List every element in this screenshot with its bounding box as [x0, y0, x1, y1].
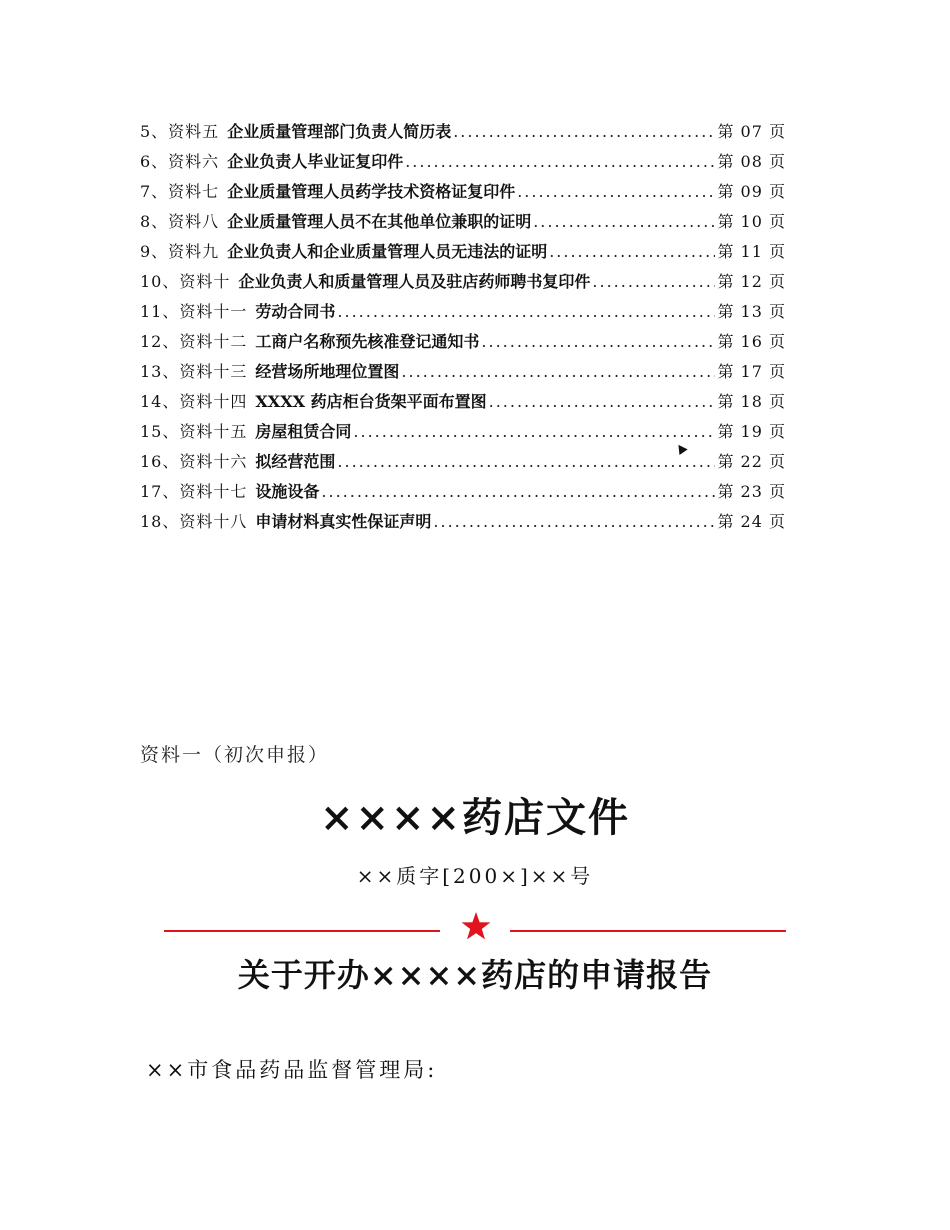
toc-item[interactable]	[140, 447, 786, 477]
toc-item[interactable]	[140, 417, 786, 447]
toc-item-page: 第 23 页	[717, 482, 786, 501]
toc-item-title: 工商户名称预先核准登记通知书	[255, 332, 480, 351]
toc-item-number: 8、资料八	[140, 212, 220, 231]
toc-item-page: 第 07 页	[717, 122, 786, 141]
toc-item-page: 第 11 页	[717, 242, 786, 261]
toc-item-page: 第 09 页	[717, 182, 786, 201]
toc-item[interactable]	[140, 327, 786, 357]
document-header: ××××药店文件	[319, 794, 631, 841]
toc-item-page: 第 10 页	[717, 212, 786, 231]
toc-item[interactable]	[140, 267, 786, 297]
toc-item-title: 企业质量管理部门负责人简历表	[227, 122, 452, 141]
red-header-divider	[164, 906, 786, 946]
toc-leader-dots	[401, 357, 715, 387]
report-title: 关于开办××××药店的申请报告	[237, 956, 713, 994]
toc-leader-dots	[592, 267, 715, 297]
toc-item-title: 企业负责人毕业证复印件	[227, 152, 404, 171]
toc-item-number: 13、资料十三	[140, 362, 248, 381]
toc-leader-dots	[549, 237, 715, 267]
toc-item-number: 14、资料十四	[140, 392, 248, 411]
toc-leader-dots	[405, 147, 715, 177]
toc-item-title: 设施设备	[255, 482, 320, 501]
toc-leader-dots	[533, 207, 715, 237]
toc-item-title: 拟经营范围	[255, 452, 336, 471]
toc-leader-dots	[353, 417, 715, 447]
toc-item-number: 7、资料七	[140, 182, 220, 201]
toc-item-number: 16、资料十六	[140, 452, 248, 471]
toc-item-number: 18、资料十八	[140, 512, 248, 531]
section-label: 资料一（初次申报）	[140, 744, 330, 766]
toc-item[interactable]	[140, 297, 786, 327]
toc-item-title: 企业负责人和质量管理人员及驻店药师聘书复印件	[238, 272, 591, 291]
toc-leader-dots	[489, 387, 716, 417]
toc-item-page: 第 12 页	[717, 272, 786, 291]
toc-item-page: 第 16 页	[717, 332, 786, 351]
toc-item-number: 11、资料十一	[140, 302, 248, 321]
toc-item-page: 第 13 页	[717, 302, 786, 321]
toc-item[interactable]	[140, 147, 786, 177]
toc-item-number: 15、资料十五	[140, 422, 248, 441]
toc-item-page: 第 08 页	[717, 152, 786, 171]
toc-item-page: 第 24 页	[717, 512, 786, 531]
toc-item-number: 9、资料九	[140, 242, 220, 261]
toc-item-page: 第 17 页	[717, 362, 786, 381]
toc-item-title: 申请材料真实性保证声明	[255, 512, 432, 531]
toc-item[interactable]	[140, 507, 786, 537]
toc-item-title: 劳动合同书	[255, 302, 336, 321]
table-of-contents	[140, 117, 786, 537]
toc-leader-dots	[433, 507, 715, 537]
toc-item-number: 10、资料十	[140, 272, 231, 291]
toc-item[interactable]	[140, 207, 786, 237]
toc-item-page: 第 22 页	[717, 452, 786, 471]
toc-item[interactable]	[140, 237, 786, 267]
toc-item[interactable]	[140, 357, 786, 387]
toc-item-title: 企业质量管理人员不在其他单位兼职的证明	[227, 212, 532, 231]
toc-item-number: 12、资料十二	[140, 332, 248, 351]
toc-leader-dots	[337, 447, 715, 477]
toc-item-title: XXXX 药店柜台货架平面布置图	[255, 392, 487, 411]
recipient-line: ××市食品药品监督管理局:	[146, 1058, 438, 1082]
toc-leader-dots	[337, 297, 715, 327]
toc-item-number: 5、资料五	[140, 122, 220, 141]
toc-item-page: 第 18 页	[717, 392, 786, 411]
divider-line-right	[510, 930, 786, 932]
toc-leader-dots	[321, 477, 715, 507]
toc-leader-dots	[481, 327, 715, 357]
toc-leader-dots	[517, 177, 715, 207]
toc-item-title: 企业负责人和企业质量管理人员无违法的证明	[227, 242, 548, 261]
toc-item[interactable]	[140, 477, 786, 507]
toc-item-title: 经营场所地理位置图	[255, 362, 400, 381]
toc-item-page: 第 19 页	[717, 422, 786, 441]
toc-item[interactable]	[140, 117, 786, 147]
document-number: ××质字[200×]××号	[356, 864, 594, 888]
toc-item-number: 6、资料六	[140, 152, 220, 171]
red-star-icon	[459, 906, 493, 946]
toc-item-number: 17、资料十七	[140, 482, 248, 501]
divider-line-left	[164, 930, 440, 932]
toc-item[interactable]	[140, 177, 786, 207]
toc-item[interactable]	[140, 387, 786, 417]
toc-leader-dots	[453, 117, 715, 147]
toc-item-title: 房屋租赁合同	[255, 422, 352, 441]
toc-item-title: 企业质量管理人员药学技术资格证复印件	[227, 182, 516, 201]
